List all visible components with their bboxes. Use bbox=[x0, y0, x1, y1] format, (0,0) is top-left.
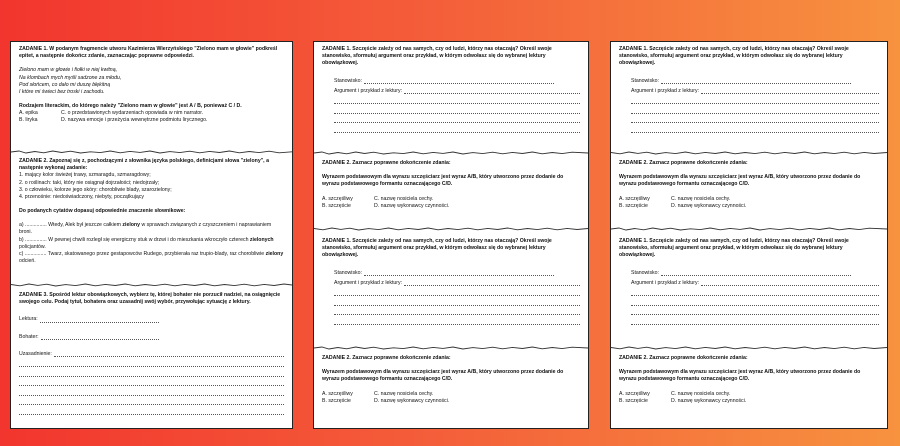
option-c[interactable]: C. o przedstawionych wydarzeniach opowiada w nim narrator. bbox=[61, 110, 204, 117]
torn-edge-divider bbox=[11, 282, 292, 288]
task-3-section bbox=[11, 292, 292, 415]
task-1-section bbox=[11, 46, 292, 125]
answer-line[interactable] bbox=[19, 377, 284, 387]
option-b[interactable]: B. szczęście bbox=[322, 397, 351, 404]
option-d[interactable]: D. nazwę wykonawcy czynności. bbox=[374, 202, 450, 209]
option-b[interactable]: B. szczęście bbox=[619, 202, 648, 209]
answer-line[interactable] bbox=[19, 396, 284, 406]
task-2-section bbox=[314, 160, 588, 210]
task-2-options bbox=[619, 196, 879, 210]
answer-line[interactable] bbox=[334, 123, 580, 133]
quote-a: a) ............... Wtedy, Alek był jeszcze całkiem zielony w sprawach związanych z czyszczeniem i naprawianiem broni. bbox=[19, 222, 272, 236]
option-b[interactable]: B. liryka bbox=[19, 117, 38, 124]
option-d[interactable]: D. nazywa emocje i przeżycia wewnętrzne podmiotu lirycznego. bbox=[61, 117, 208, 124]
torn-edge-divider bbox=[314, 226, 588, 232]
task-1-question: Rodzajem literackim, do którego należy "Zielono mam w głowie" jest A / B, ponieważ C / D. bbox=[19, 103, 242, 110]
option-b[interactable]: B. szczęście bbox=[619, 397, 648, 404]
poem-line: Pod słońcem, co dało mi duszę błękitną bbox=[19, 81, 111, 88]
task-1-title: ZADANIE 1. Szczęście zależy od nas samych, czy od ludzi, którzy nas otaczają? Określ swoje stanowisko, sformułuj argument oraz przykład, w którym odwołasz się do wybranej lektury obowiązkowej. bbox=[619, 238, 849, 259]
stanowisko-field[interactable]: Stanowisko: bbox=[322, 270, 554, 277]
answer-line[interactable] bbox=[631, 123, 879, 133]
answer-line[interactable] bbox=[631, 287, 879, 297]
option-c[interactable]: C. nazwę nosiciela cechy. bbox=[671, 390, 731, 397]
task-1-options bbox=[19, 110, 284, 124]
task-2-options bbox=[619, 391, 879, 405]
option-a[interactable]: A. epika bbox=[19, 110, 38, 117]
task-1-section bbox=[611, 238, 887, 325]
task-2-section bbox=[611, 355, 887, 405]
option-c[interactable]: C. nazwę nosiciela cechy. bbox=[671, 195, 731, 202]
option-d[interactable]: D. nazwę wykonawcy czynności. bbox=[374, 397, 450, 404]
option-a[interactable]: A. szczęśliwy bbox=[322, 390, 353, 397]
poem-line: Zielono mam w głowie i fiołki w niej kwitną, bbox=[19, 67, 118, 74]
torn-edge-divider bbox=[611, 150, 887, 156]
answer-line[interactable] bbox=[334, 315, 580, 325]
torn-edge-divider bbox=[314, 345, 588, 351]
definition-item: 3. o człowieku, kolorze jego skóry: chorobliwie blady, szarozielony; bbox=[19, 186, 172, 193]
task-1-section bbox=[314, 46, 588, 133]
poem-line: Na klombach mych myśli sadzone za młodu, bbox=[19, 74, 122, 81]
answer-line[interactable] bbox=[631, 95, 879, 105]
task-2-sentence: Wyrazem podstawowym dla wyrazu szczęściarz jest wyraz A/B, który utworzono przez dodanie do wyrazu podstawowego formantu oznaczającego C/D. bbox=[619, 369, 861, 383]
task-2-title: ZADANIE 2. Zapoznaj się z, pochodzącymi z słownika języka polskiego, definicjami słowa "zielony", a następnie wykonaj zadanie: bbox=[19, 158, 269, 172]
argument-field[interactable]: Argument i przykład z lektury: bbox=[619, 280, 879, 287]
task-2-sentence: Wyrazem podstawowym dla wyrazu szczęściarz jest wyraz A/B, który utworzono przez dodanie do wyrazu podstawowego formantu oznaczającego C/D. bbox=[322, 174, 564, 188]
option-a[interactable]: A. szczęśliwy bbox=[619, 195, 650, 202]
answer-line[interactable] bbox=[19, 386, 284, 396]
task-2-options bbox=[322, 196, 580, 210]
torn-edge-divider bbox=[611, 345, 887, 351]
task-2-title: ZADANIE 2. Zaznacz poprawne dokończenie zdania: bbox=[619, 160, 748, 166]
worksheet-page-3 bbox=[610, 41, 888, 429]
task-2-title: ZADANIE 2. Zaznacz poprawne dokończenie zdania: bbox=[322, 355, 451, 361]
task-1-section bbox=[314, 238, 588, 325]
worksheet-page-1 bbox=[10, 41, 293, 429]
argument-field[interactable]: Argument i przykład z lektury: bbox=[322, 280, 580, 287]
task-1-title: ZADANIE 1. Szczęście zależy od nas samych, czy od ludzi, którzy nas otaczają? Określ swoje stanowisko, sformułuj argument oraz przykład, w którym odwołasz się do wybranej lektury obowiązkowej. bbox=[619, 46, 849, 67]
lektura-field[interactable]: Lektura: bbox=[19, 316, 159, 323]
torn-edge-divider bbox=[611, 226, 887, 232]
task-2-sentence: Wyrazem podstawowym dla wyrazu szczęściarz jest wyraz A/B, który utworzono przez dodanie do wyrazu podstawowego formantu oznaczającego C/D. bbox=[619, 174, 861, 188]
option-d[interactable]: D. nazwę wykonawcy czynności. bbox=[671, 202, 747, 209]
task-3-title: ZADANIE 3. Spośród lektur obowiązkowych, wybierz tę, której bohater nie porzucił nadziei, na osiągnięcie swojego celu. Podaj tytuł, bohatera oraz uzasadnij swój wybór, przywołując sytuację z lektury. bbox=[19, 292, 281, 306]
answer-line[interactable] bbox=[19, 367, 284, 377]
task-2-title: ZADANIE 2. Zaznacz poprawne dokończenie zdania: bbox=[619, 355, 748, 361]
task-1-title: ZADANIE 1. W podanym fragmencie utworu Kazimierza Wierzyńskiego "Zielono mam w głowie" podkreśl epitet, a następnie dokończ zdanie, zaznaczając poprawne odpowiedzi. bbox=[19, 46, 278, 60]
stanowisko-field[interactable]: Stanowisko: bbox=[619, 78, 851, 85]
poem-line: I które mi świeci bez troski i zachodu. bbox=[19, 88, 105, 95]
option-c[interactable]: C. nazwę nosiciela cechy. bbox=[374, 390, 434, 397]
answer-line[interactable] bbox=[334, 287, 580, 297]
task-1-title: ZADANIE 1. Szczęście zależy od nas samych, czy od ludzi, którzy nas otaczają? Określ swoje stanowisko, sformułuj argument oraz przykład, w którym odwołasz się do wybranej lektury obowiązkowej. bbox=[322, 46, 552, 67]
task-2-sentence: Wyrazem podstawowym dla wyrazu szczęściarz jest wyraz A/B, który utworzono przez dodanie do wyrazu podstawowego formantu oznaczającego C/D. bbox=[322, 369, 564, 383]
definition-item: 4. przenośnie: niedoświadczony, niebyty, początkujący bbox=[19, 193, 144, 200]
argument-field[interactable]: Argument i przykład z lektury: bbox=[619, 88, 879, 95]
torn-edge-divider bbox=[314, 150, 588, 156]
task-1-section bbox=[611, 46, 887, 133]
answer-line[interactable] bbox=[19, 405, 284, 415]
option-c[interactable]: C. nazwę nosiciela cechy. bbox=[374, 195, 434, 202]
torn-edge-divider bbox=[11, 149, 292, 155]
argument-field[interactable]: Argument i przykład z lektury: bbox=[322, 88, 580, 95]
definition-item: 2. o roślinach: taki, który nie osiągnął dojrzałości; niedojrzały; bbox=[19, 179, 160, 186]
answer-line[interactable] bbox=[631, 104, 879, 114]
answer-line[interactable] bbox=[334, 306, 580, 316]
option-d[interactable]: D. nazwę wykonawcy czynności. bbox=[671, 397, 747, 404]
task-2-section bbox=[11, 158, 292, 265]
stanowisko-field[interactable]: Stanowisko: bbox=[619, 270, 851, 277]
answer-line[interactable] bbox=[631, 306, 879, 316]
task-1-title: ZADANIE 1. Szczęście zależy od nas samych, czy od ludzi, którzy nas otaczają? Określ swoje stanowisko, sformułuj argument oraz przykład, w którym odwołasz się do wybranej lektury obowiązkowej. bbox=[322, 238, 552, 259]
answer-line[interactable] bbox=[334, 104, 580, 114]
task-2-section bbox=[314, 355, 588, 405]
definition-item: 1. mający kolor świeżej trawy, szmaragdu, szmaragdowy; bbox=[19, 172, 151, 179]
bohater-field[interactable]: Bohater: bbox=[19, 334, 159, 341]
quote-b: b) ............... W pewnej chwili rozległ się energiczny stuk w drzwi i do mieszkania wkroczyło czterech zielonych policjantów. bbox=[19, 236, 274, 250]
answer-line[interactable] bbox=[334, 95, 580, 105]
worksheet-page-2 bbox=[313, 41, 589, 429]
option-a[interactable]: A. szczęśliwy bbox=[619, 390, 650, 397]
answer-line[interactable] bbox=[334, 114, 580, 124]
uzasadnienie-field[interactable]: Uzasadnienie: bbox=[19, 351, 284, 358]
option-b[interactable]: B. szczęście bbox=[322, 202, 351, 209]
answer-line[interactable] bbox=[631, 315, 879, 325]
answer-line[interactable] bbox=[334, 296, 580, 306]
task-2-options bbox=[322, 391, 580, 405]
stanowisko-field[interactable]: Stanowisko: bbox=[322, 78, 554, 85]
quote-c: c) ............... Twarz, skatowanego przez gestapowców Rudego, przybierała raz trupio-blady, raz chorobliwie zielony odcień. bbox=[19, 250, 284, 265]
option-a[interactable]: A. szczęśliwy bbox=[322, 195, 353, 202]
answer-line[interactable] bbox=[631, 114, 879, 124]
task-2-instruction: Do podanych cytatów dopasuj odpowiednie znaczenie słownikowe: bbox=[19, 208, 186, 215]
answer-line[interactable] bbox=[631, 296, 879, 306]
task-2-section bbox=[611, 160, 887, 210]
answer-line[interactable] bbox=[19, 358, 284, 368]
task-2-title: ZADANIE 2. Zaznacz poprawne dokończenie zdania: bbox=[322, 160, 451, 166]
